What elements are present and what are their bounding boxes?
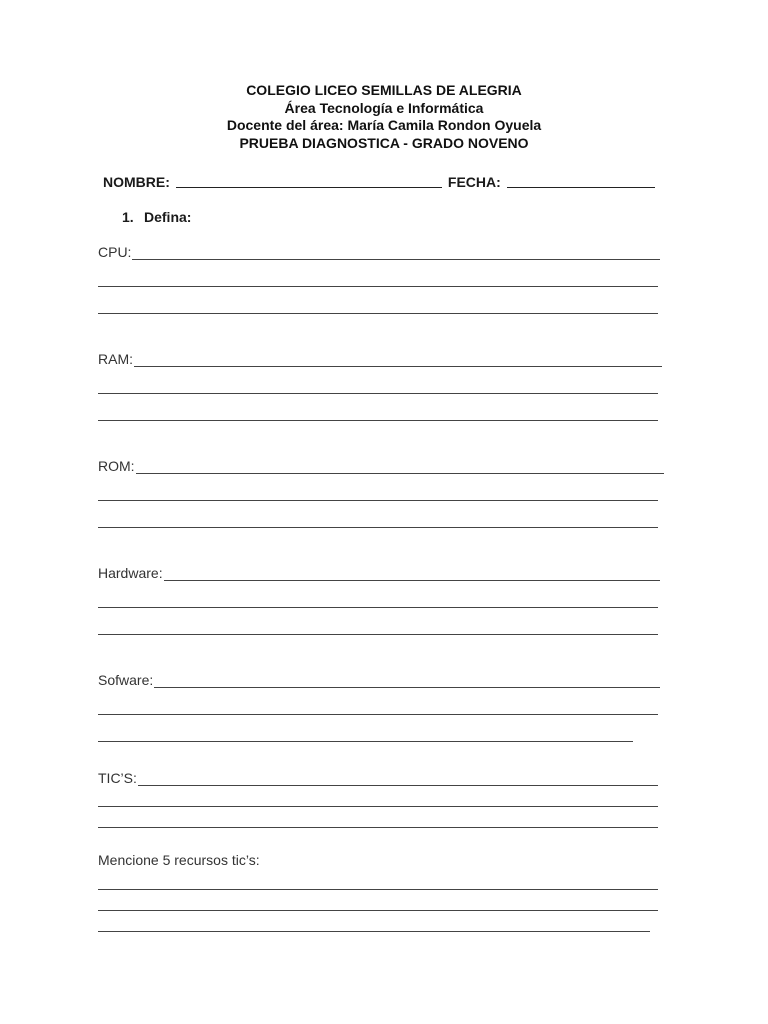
test-title: PRUEBA DIAGNOSTICA - GRADO NOVENO xyxy=(239,134,529,151)
software-field[interactable] xyxy=(98,672,660,688)
cpu-field[interactable] xyxy=(98,244,660,260)
ram-answer-line-3[interactable] xyxy=(98,420,658,421)
resources-answer-line-2[interactable] xyxy=(98,910,658,911)
tics-field[interactable] xyxy=(98,770,658,786)
ram-label: RAM: xyxy=(98,351,133,367)
name-blank[interactable] xyxy=(176,173,442,188)
resources-answer-line-3[interactable] xyxy=(98,931,650,932)
tics-answer-line-3[interactable] xyxy=(98,827,658,828)
hardware-answer-line-2[interactable] xyxy=(98,607,658,608)
document-header xyxy=(0,82,768,152)
question-number: 1. xyxy=(122,209,134,225)
rom-answer-line-3[interactable] xyxy=(98,527,658,528)
date-label: FECHA: xyxy=(447,174,501,190)
teacher-name: Docente del área: María Camila Rondon Oyuela xyxy=(226,117,542,133)
tics-label: TIC’S: xyxy=(98,770,137,786)
hardware-field[interactable] xyxy=(98,565,660,581)
software-label: Sofware: xyxy=(98,672,154,688)
rom-field[interactable] xyxy=(98,458,664,474)
software-answer-line-3[interactable] xyxy=(98,741,633,742)
date-blank[interactable] xyxy=(507,173,655,188)
rom-answer-line[interactable] xyxy=(136,458,664,474)
rom-answer-line-2[interactable] xyxy=(98,500,658,501)
cpu-answer-line-3[interactable] xyxy=(98,313,658,314)
hardware-answer-line[interactable] xyxy=(164,565,660,581)
resources-prompt: Mencione 5 recursos tic’s: xyxy=(98,852,260,868)
tics-answer-line[interactable] xyxy=(138,770,658,786)
ram-field[interactable] xyxy=(98,351,662,367)
hardware-answer-line-3[interactable] xyxy=(98,634,658,635)
rom-label: ROM: xyxy=(98,458,135,474)
hardware-label: Hardware: xyxy=(98,565,163,581)
question-text: Defina: xyxy=(144,209,192,225)
cpu-answer-line[interactable] xyxy=(132,244,660,260)
tics-answer-line-2[interactable] xyxy=(98,806,658,807)
resources-answer-line-1[interactable] xyxy=(98,889,658,890)
cpu-label: CPU: xyxy=(98,244,132,260)
ram-answer-line-2[interactable] xyxy=(98,393,658,394)
subject-area: Área Tecnología e Informática xyxy=(284,99,484,116)
software-answer-line[interactable] xyxy=(154,672,660,688)
software-answer-line-2[interactable] xyxy=(98,714,658,715)
ram-answer-line[interactable] xyxy=(134,351,662,367)
question-1 xyxy=(122,209,191,225)
cpu-answer-line-2[interactable] xyxy=(98,286,658,287)
name-label: NOMBRE: xyxy=(103,174,170,190)
student-info-row xyxy=(103,172,663,190)
school-name: COLEGIO LICEO SEMILLAS DE ALEGRIA xyxy=(246,82,522,98)
